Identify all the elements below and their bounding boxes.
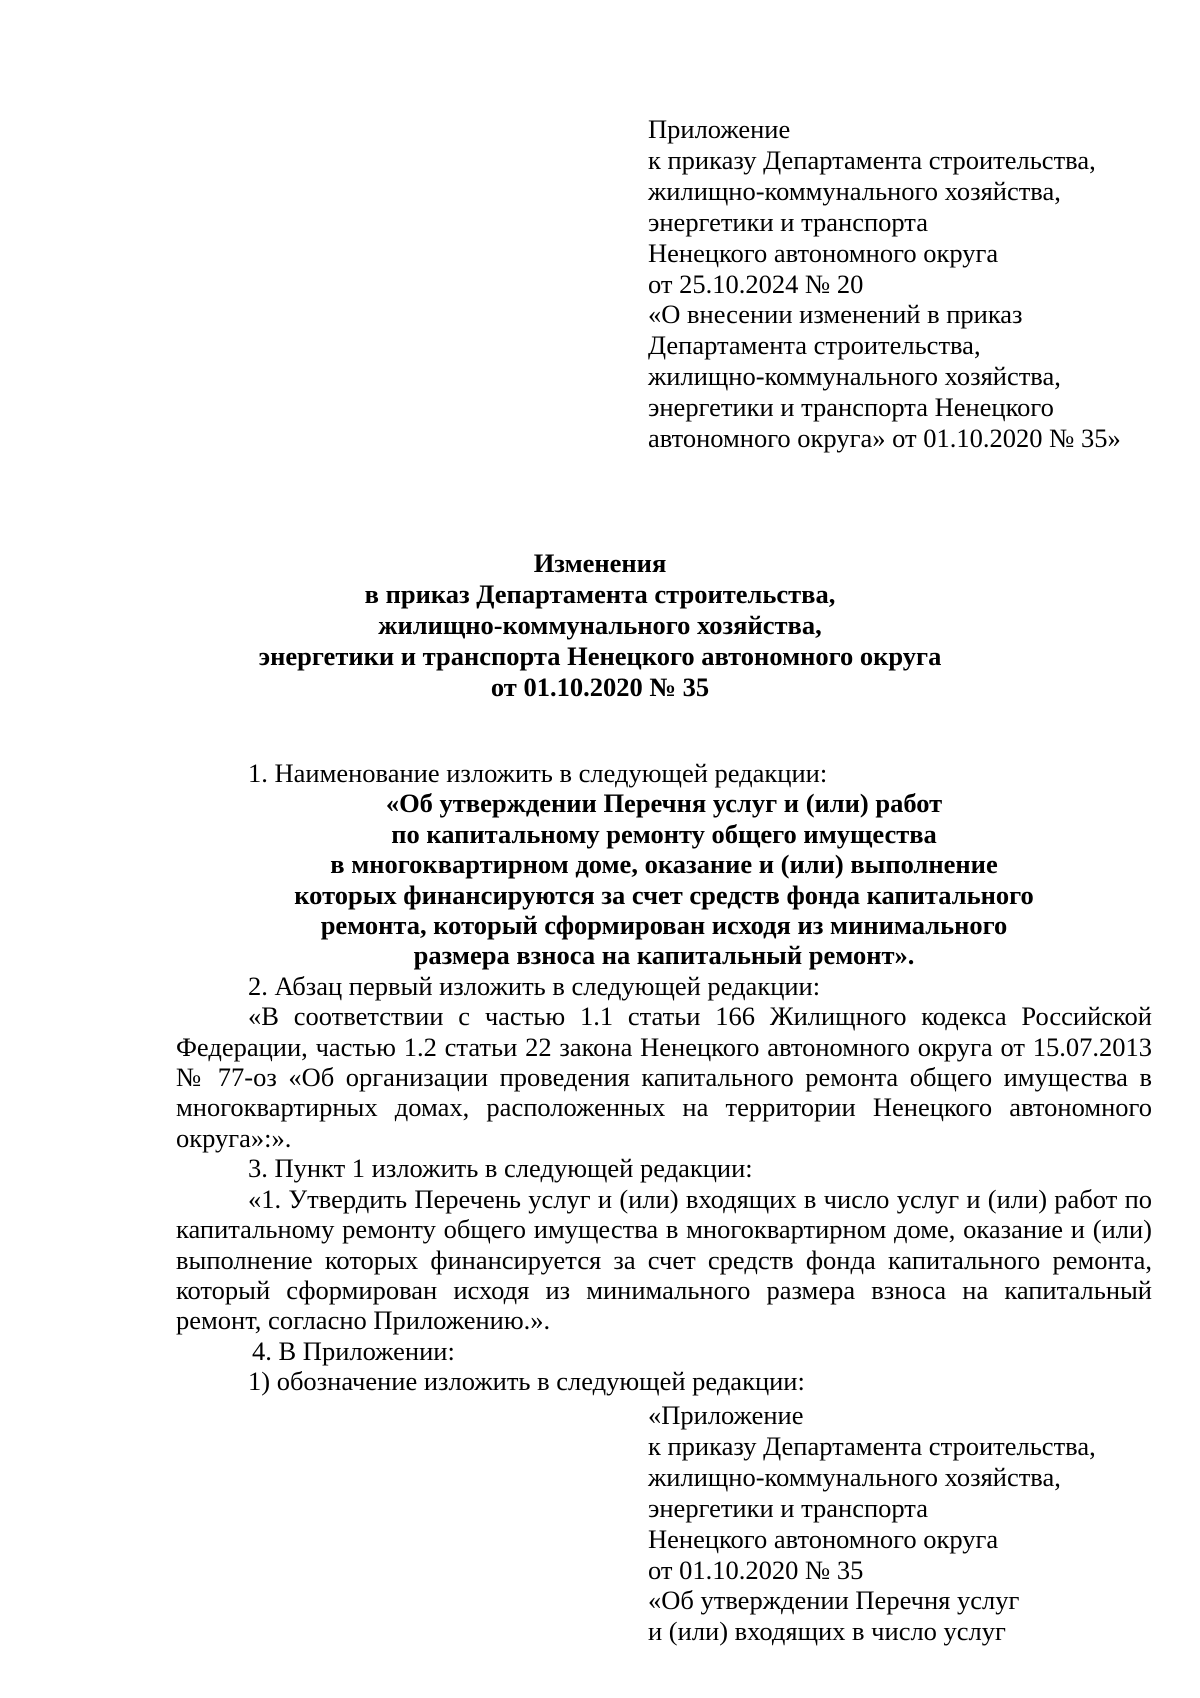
stamp-line: Департамента строительства, — [648, 330, 981, 361]
stamp-line: жилищно-коммунального хозяйства, — [648, 1461, 1061, 1492]
stamp-line: автономного округа» от 01.10.2020 № 35» — [648, 423, 1121, 454]
stamp-line: к приказу Департамента строительства, — [648, 1430, 1096, 1461]
stamp-line: от 25.10.2024 № 20 — [648, 268, 864, 299]
stamp-line: «Об утверждении Перечня услуг — [648, 1585, 1020, 1616]
item2-text: «В соответствии с частью 1.1 статьи 166 Жилищного кодекса Российской Федерации, частью 1.2 статьи 22 закона Ненецкого автономного округа от 15.07.2013 № 77-оз «Об организации проведения капитального ремонта общего имущества в многоквартирных домах, расположенных на территории Ненецкого автономного округа»:». — [176, 1001, 1152, 1153]
quote-line: в многоквартирном доме, оказание и (или) выполнение — [330, 849, 998, 880]
stamp-line: энергетики и транспорта — [648, 206, 928, 237]
title-line: энергетики и транспорта Ненецкого автономного округа — [258, 641, 942, 671]
stamp-line: «Приложение — [648, 1400, 804, 1430]
title-line: жилищно-коммунального хозяйства, — [378, 610, 822, 640]
appendix-header-stamp — [648, 114, 1168, 454]
item3-intro: 3. Пункт 1 изложить в следующей редакции: — [248, 1153, 753, 1184]
item1-intro: 1. Наименование изложить в следующей редакции: — [248, 758, 828, 788]
quoted-appendix-stamp — [648, 1400, 1168, 1647]
stamp-line: от 01.10.2020 № 35 — [648, 1554, 864, 1585]
stamp-line: энергетики и транспорта Ненецкого — [648, 392, 1054, 423]
quote-line: ремонта, который сформирован исходя из минимального — [320, 910, 1008, 941]
document-body — [176, 758, 1152, 1397]
stamp-line: Приложение — [648, 114, 791, 144]
quote-line: размера взноса на капитальный ремонт». — [413, 940, 915, 971]
stamp-line: энергетики и транспорта — [648, 1492, 928, 1523]
item1-new-name — [176, 788, 1152, 970]
title-line: Изменения — [533, 548, 667, 578]
title-line: от 01.10.2020 № 35 — [490, 672, 710, 702]
item4-intro: 4. В Приложении: — [252, 1335, 455, 1366]
item3-text: «1. Утвердить Перечень услуг и (или) входящих в число услуг и (или) работ по капитальному ремонту общего имущества в многоквартирном доме, оказание и (или) выполнение которых финансируется за счет средств фонда капитального ремонта, который сформирован исходя из минимального размера взноса на капитальный ремонт, согласно Приложению.». — [176, 1183, 1152, 1336]
stamp-line: и (или) входящих в число услуг — [648, 1616, 1006, 1647]
quote-line: которых финансируются за счет средств фонда капитального — [294, 879, 1034, 910]
title-line: в приказ Департамента строительства, — [364, 579, 836, 609]
stamp-line: Ненецкого автономного округа — [648, 237, 999, 268]
stamp-line: жилищно-коммунального хозяйства, — [648, 175, 1061, 206]
stamp-line: к приказу Департамента строительства, — [648, 144, 1096, 175]
quote-line: по капитальному ремонту общего имущества — [391, 818, 937, 849]
item4-sub1: 1) обозначение изложить в следующей редакции: — [248, 1366, 805, 1397]
quote-line: «Об утверждении Перечня услуг и (или) работ — [385, 788, 943, 819]
document-title — [170, 548, 1030, 703]
stamp-line: жилищно-коммунального хозяйства, — [648, 361, 1061, 392]
stamp-line: «О внесении изменений в приказ — [648, 299, 1023, 330]
stamp-line: Ненецкого автономного округа — [648, 1523, 999, 1554]
item2-intro: 2. Абзац первый изложить в следующей редакции: — [248, 970, 821, 1001]
